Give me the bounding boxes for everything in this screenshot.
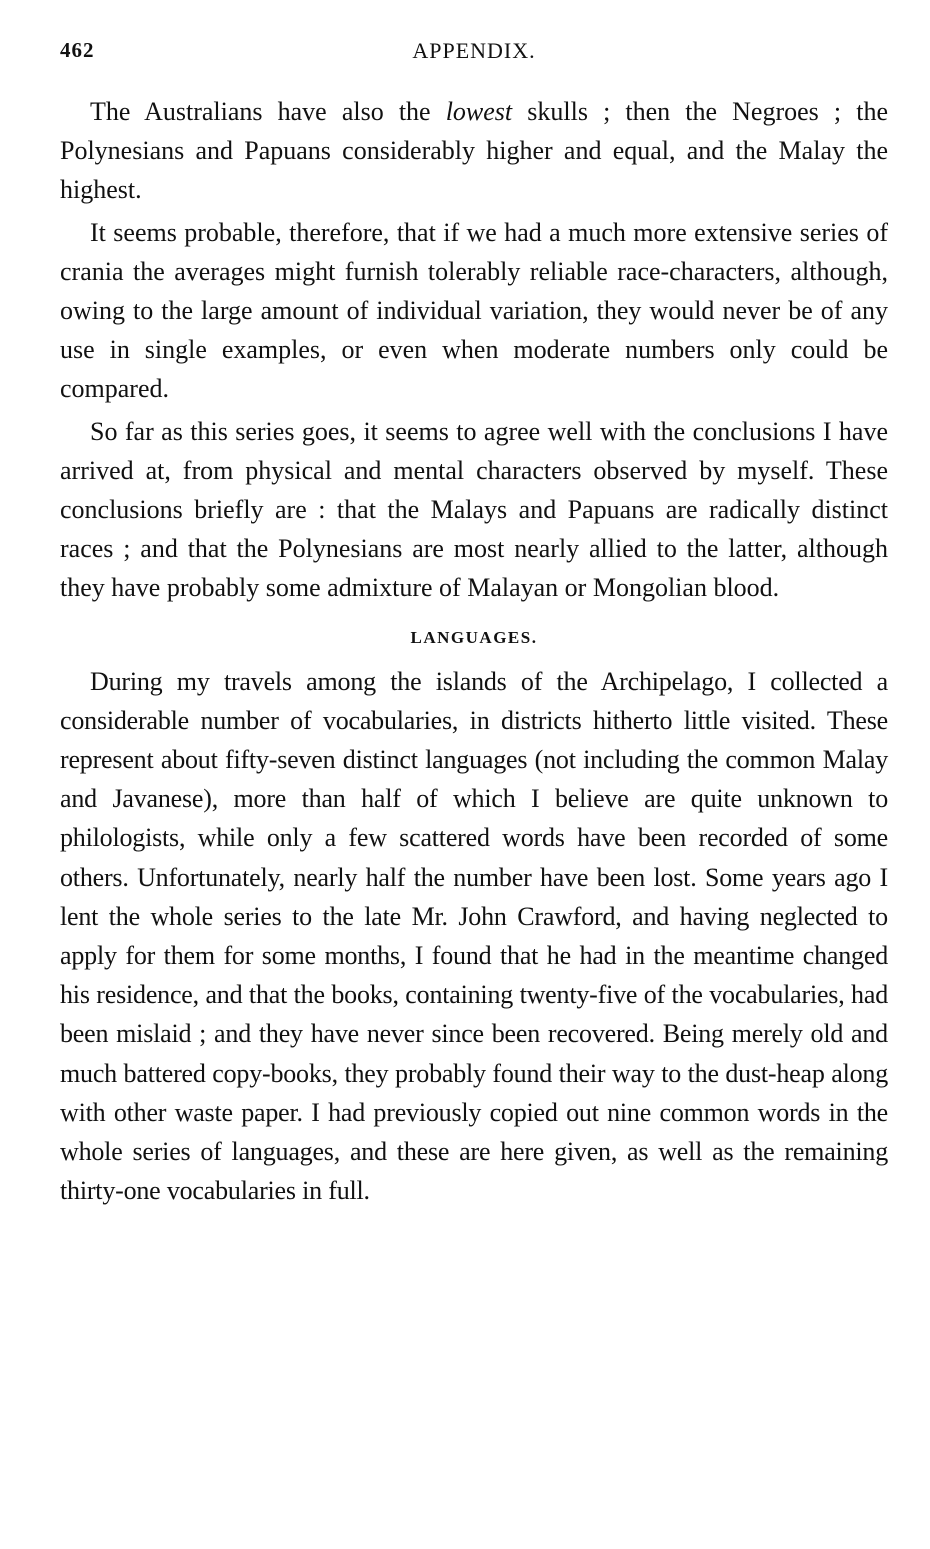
running-header [60, 38, 888, 78]
book-page [60, 38, 888, 1213]
emphasis-lowest: lowest [445, 97, 513, 126]
paragraph-skulls [60, 92, 888, 210]
paragraph-crania: It seems probable, therefore, that if we had a much more extensive series of crania the averages might furnish tolerably reliable race-characters, although, owing to the large amount of individual variation, they would never be of any use in single examples, or even when moderate numbers only could be compared. [60, 217, 888, 404]
paragraph-languages: During my travels among the islands of the Archipelago, I collected a considerable number of vocabularies, in districts hitherto little visited. These represent about fifty-seven distinct languages (not including the common Malay and Javanese), more than half of which I believe are quite unknown to philologists, while only a few scattered words have been recorded of some others. Unfortunately, nearly half the number have been lost. Some years ago I lent the whole series to the late Mr. John Crawford, and having neglected to apply for them for some months, I found that he had in the meantime changed his residence, and that the books, containing twenty-five of the vocabularies, had been mislaid ; and they have never since been recovered. Being merely old and much battered copy-books, they probably found their way to the dust-heap along with other waste paper. I had previously copied out nine common words in the whole series of languages, and these are here given, as well as the remaining thirty-one vocabularies in full. [60, 666, 888, 1206]
section-heading-languages: LANGUAGES. [410, 627, 538, 647]
running-title: APPENDIX. [412, 38, 536, 63]
paragraph-conclusions: So far as this series goes, it seems to agree well with the conclusions I have arrived at, from physical and mental characters observed by myself. These conclusions briefly are : that the Malays and Papuans are radically distinct races ; and that the Polynesians are most nearly allied to the latter, although they have probably some admixture of Malayan or Mongolian blood. [60, 416, 888, 603]
page-number: 462 [60, 38, 95, 62]
paragraph-skulls-start: The Australians have also the [90, 97, 446, 126]
paragraph-skulls-end: skulls ; then the Negroes ; the Polynesians and Papuans considerably higher and equal, and the Malay the highest. [60, 97, 888, 205]
